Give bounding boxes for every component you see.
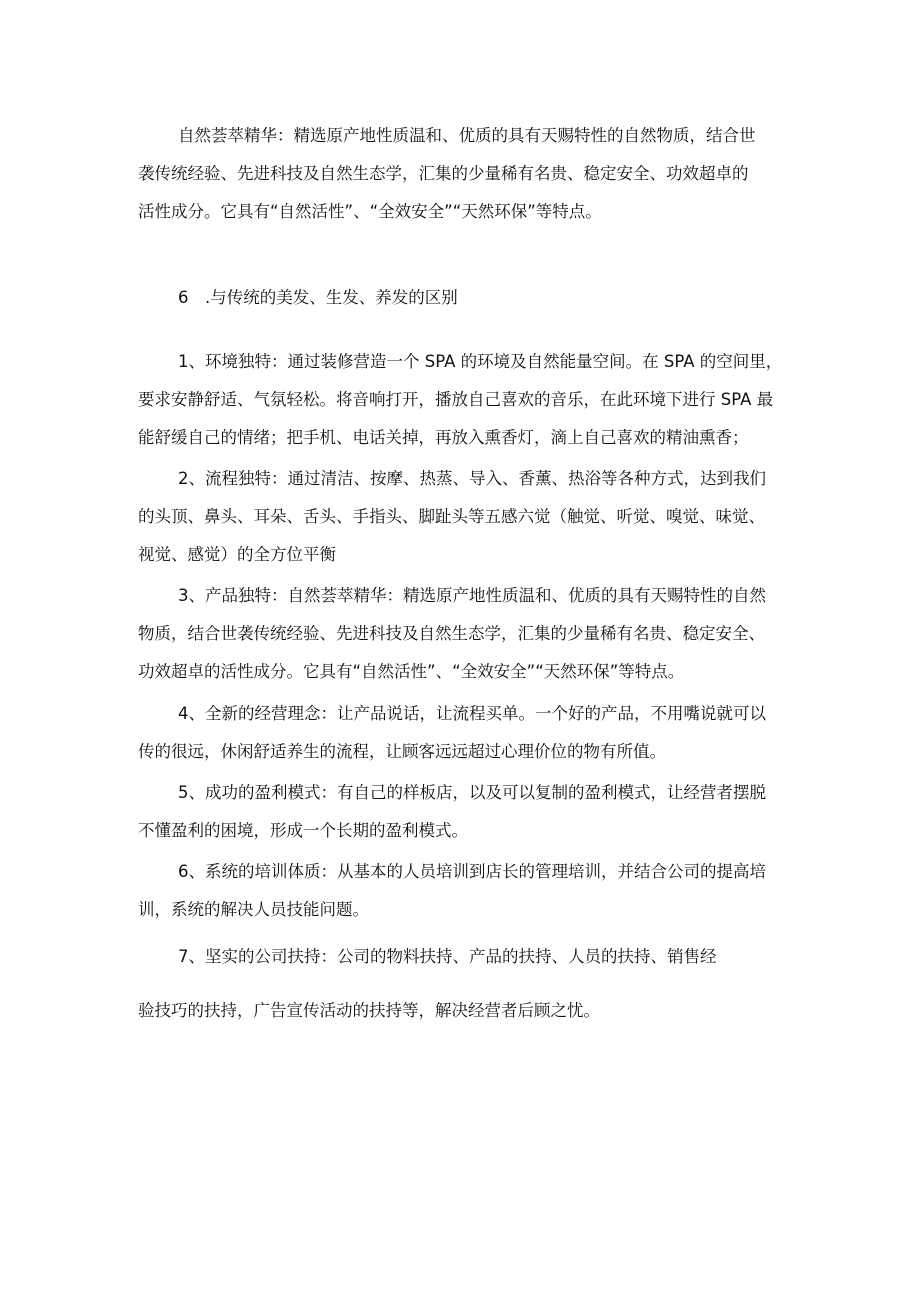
item-3-line-2: 物质，结合世袭传统经验、先进科技及自然生态学，汇集的少量稀有名贵、稳定安全、 [138,624,765,643]
item-1-line-1: 1、环境独特：通过装修营造一个 SPA 的环境及自然能量空间。在 SPA 的空间里， [178,352,783,371]
item-1-line-2: 要求安静舒适、气氛轻松。将音响打开，播放自己喜欢的音乐，在此环境下进行 SPA 最 [138,390,774,409]
section-heading: 6 .与传统的美发、生发、养发的区别 [178,288,458,307]
item-3-line-1: 3、产品独特：自然荟萃精华：精选原产地性质温和、优质的具有天赐特性的自然 [178,586,766,605]
item-6-line-1: 6、系统的培训体质：从基本的人员培训到店长的管理培训，并结合公司的提高培 [178,862,766,881]
intro-line-3: 活性成分。它具有“自然活性”、“全效安全”“天然环保”等特点。 [138,202,602,221]
item-2-line-1: 2、流程独特：通过清洁、按摩、热蒸、导入、香薰、热浴等各种方式，达到我们 [178,469,766,488]
item-6-line-2: 训，系统的解决人员技能问题。 [138,900,369,919]
item-2-line-2: 的头顶、鼻头、耳朵、舌头、手指头、脚趾头等五感六觉（触觉、听觉、嗅觉、味觉、 [138,507,765,526]
item-7-line-2: 验技巧的扶持，广告宣传活动的扶持等，解决经营者后顾之忧。 [138,1001,600,1020]
item-4-line-1: 4、全新的经营理念：让产品说话，让流程买单。一个好的产品，不用嘴说就可以 [178,704,766,723]
item-7-line-1: 7、坚实的公司扶持：公司的物料扶持、产品的扶持、人员的扶持、销售经 [178,947,717,966]
item-3-line-3: 功效超卓的活性成分。它具有“自然活性”、“全效安全”“天然环保”等特点。 [138,662,685,681]
item-2-line-3: 视觉、感觉）的全方位平衡 [138,545,336,564]
item-4-line-2: 传的很远，休闲舒适养生的流程，让顾客远远超过心理价位的物有所值。 [138,742,666,761]
intro-line-1: 自然荟萃精华：精选原产地性质温和、优质的具有天赐特性的自然物质，结合世 [178,126,756,145]
intro-line-2: 袭传统经验、先进科技及自然生态学，汇集的少量稀有名贵、稳定安全、功效超卓的 [138,164,749,183]
item-5-line-2: 不懂盈利的困境，形成一个长期的盈利模式。 [138,821,468,840]
item-5-line-1: 5、成功的盈利模式：有自己的样板店，以及可以复制的盈利模式，让经营者摆脱 [178,783,766,802]
item-1-line-3: 能舒缓自己的情绪；把手机、电话关掉，再放入熏香灯，滴上自己喜欢的精油熏香； [138,428,749,447]
